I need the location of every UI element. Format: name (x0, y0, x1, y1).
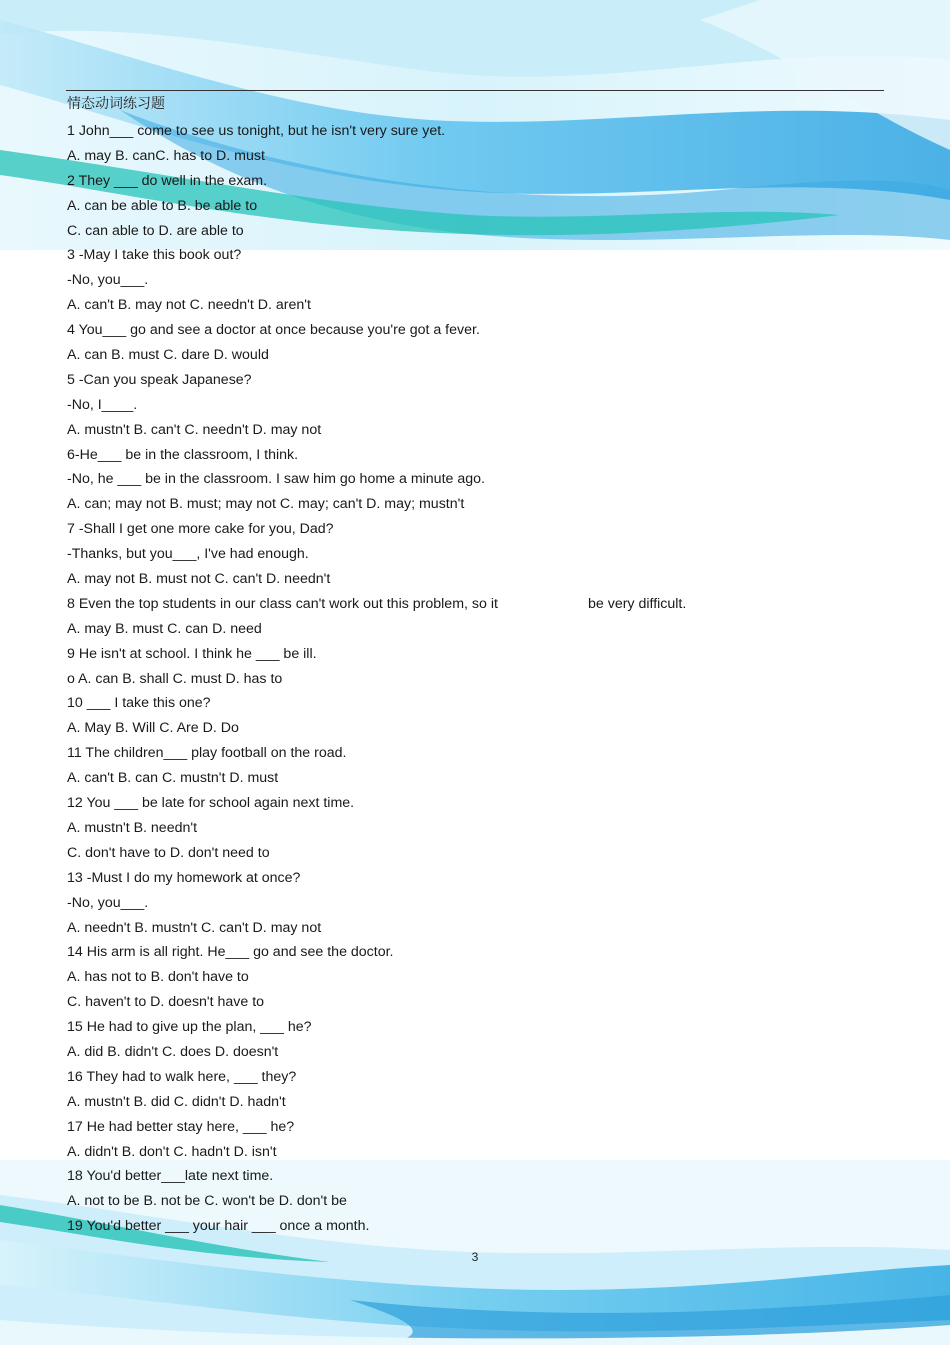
line-text: 14 His arm is all right. He___ go and see the doctor. (67, 944, 394, 961)
text-line (67, 467, 897, 492)
line-text: A. mustn't B. did C. didn't D. hadn't (67, 1093, 286, 1110)
line-text: 8 Even the top students in our class can't work out this problem, so it (67, 595, 498, 612)
line-text: A. May B. Will C. Are D. Do (67, 720, 239, 737)
line-text: A. can; may not B. must; may not C. may; can't D. may; mustn't (67, 496, 465, 513)
text-line (67, 567, 897, 592)
text-line (67, 667, 897, 692)
text-line (67, 144, 897, 169)
line-text: C. can able to D. are able to (67, 222, 244, 239)
text-line (67, 841, 897, 866)
line-text: A. may B. must C. can D. need (67, 620, 262, 637)
line-text: A. can't B. can C. mustn't D. must (67, 770, 279, 787)
text-line (67, 691, 897, 716)
line-text: -Thanks, but you___, I've had enough. (67, 546, 309, 563)
text-line (67, 741, 897, 766)
text-line (67, 268, 897, 293)
line-text: -No, you___. (67, 272, 149, 289)
line-text: A. may B. canC. has to D. must (67, 147, 265, 164)
text-line (67, 169, 897, 194)
line-text: 18 You'd better___late next time. (67, 1168, 274, 1185)
line-text: 13 -Must I do my homework at once? (67, 869, 301, 886)
line-text: A. can B. must C. dare D. would (67, 347, 269, 364)
text-line (67, 1090, 897, 1115)
text-line (67, 1164, 897, 1189)
text-line (67, 791, 897, 816)
text-line (67, 517, 897, 542)
line-text: 7 -Shall I get one more cake for you, Dad? (67, 521, 334, 538)
text-line (67, 1040, 897, 1065)
line-text: 3 -May I take this book out? (67, 247, 242, 264)
line-text: A. mustn't B. can't C. needn't D. may not (67, 421, 322, 438)
page-number: 3 (471, 1250, 479, 1264)
text-line (67, 716, 897, 741)
line-text: 11 The children___ play football on the road. (67, 745, 347, 762)
line-text: A. not to be B. not be C. won't be D. don't be (67, 1193, 347, 1210)
text-line (67, 418, 897, 443)
line-text: 12 You ___ be late for school again next time. (67, 795, 355, 812)
line-text: 4 You___ go and see a doctor at once because you're got a fever. (67, 322, 480, 339)
text-line (67, 343, 897, 368)
text-line (67, 194, 897, 219)
text-line (67, 866, 897, 891)
line-text: A. did B. didn't C. does D. doesn't (67, 1043, 279, 1060)
line-text: 1 John___ come to see us tonight, but he isn't very sure yet. (67, 123, 446, 139)
text-line (67, 1214, 897, 1239)
line-text: C. haven't to D. doesn't have to (67, 994, 265, 1011)
line-tail-text: be very difficult. (588, 595, 687, 612)
text-line (67, 965, 897, 990)
question-list (67, 119, 897, 1239)
text-line (67, 318, 897, 343)
line-text: 6-He___ be in the classroom, I think. (67, 446, 299, 463)
text-line (67, 1189, 897, 1214)
text-line (67, 1065, 897, 1090)
text-line (67, 1015, 897, 1040)
text-line (67, 368, 897, 393)
text-line (67, 393, 897, 418)
text-line (67, 492, 897, 517)
text-line (67, 243, 897, 268)
line-text: -No, I____. (67, 396, 138, 413)
line-text: A. can't B. may not C. needn't D. aren't (67, 297, 311, 314)
text-line (67, 592, 897, 617)
line-text: A. mustn't B. needn't (67, 819, 198, 836)
line-text: 9 He isn't at school. I think he ___ be ill. (67, 645, 317, 662)
text-line (67, 891, 897, 916)
header-rule (66, 90, 884, 91)
line-text: 17 He had better stay here, ___ he? (67, 1118, 295, 1135)
line-text: 5 -Can you speak Japanese? (67, 371, 252, 388)
line-text: A. may not B. must not C. can't D. needn't (67, 571, 331, 588)
text-line (67, 990, 897, 1015)
document-title: 情态动词练习题 (67, 96, 165, 112)
text-line (67, 542, 897, 567)
line-text: -No, you___. (67, 894, 149, 911)
text-line (67, 642, 897, 667)
line-text: C. don't have to D. don't need to (67, 844, 270, 861)
line-text: 2 They ___ do well in the exam. (67, 172, 268, 189)
line-text: 15 He had to give up the plan, ___ he? (67, 1019, 312, 1036)
line-text: 16 They had to walk here, ___ they? (67, 1068, 297, 1085)
line-text: 19 You'd better ___ your hair ___ once a month. (67, 1218, 370, 1235)
line-text: o A. can B. shall C. must D. has to (67, 670, 283, 687)
line-text: A. didn't B. don't C. hadn't D. isn't (67, 1143, 277, 1160)
line-text: A. has not to B. don't have to (67, 969, 249, 986)
text-line (67, 219, 897, 244)
text-line (67, 293, 897, 318)
text-line (67, 443, 897, 468)
line-text: 10 ___ I take this one? (67, 695, 211, 712)
text-line (67, 1140, 897, 1165)
line-text: -No, he ___ be in the classroom. I saw him go home a minute ago. (67, 471, 485, 488)
line-text: A. needn't B. mustn't C. can't D. may not (67, 919, 322, 936)
line-text: A. can be able to B. be able to (67, 197, 258, 214)
text-line (67, 816, 897, 841)
text-line (67, 766, 897, 791)
text-line (67, 119, 897, 144)
text-line (67, 940, 897, 965)
text-line (67, 916, 897, 941)
text-line (67, 617, 897, 642)
text-line (67, 1115, 897, 1140)
